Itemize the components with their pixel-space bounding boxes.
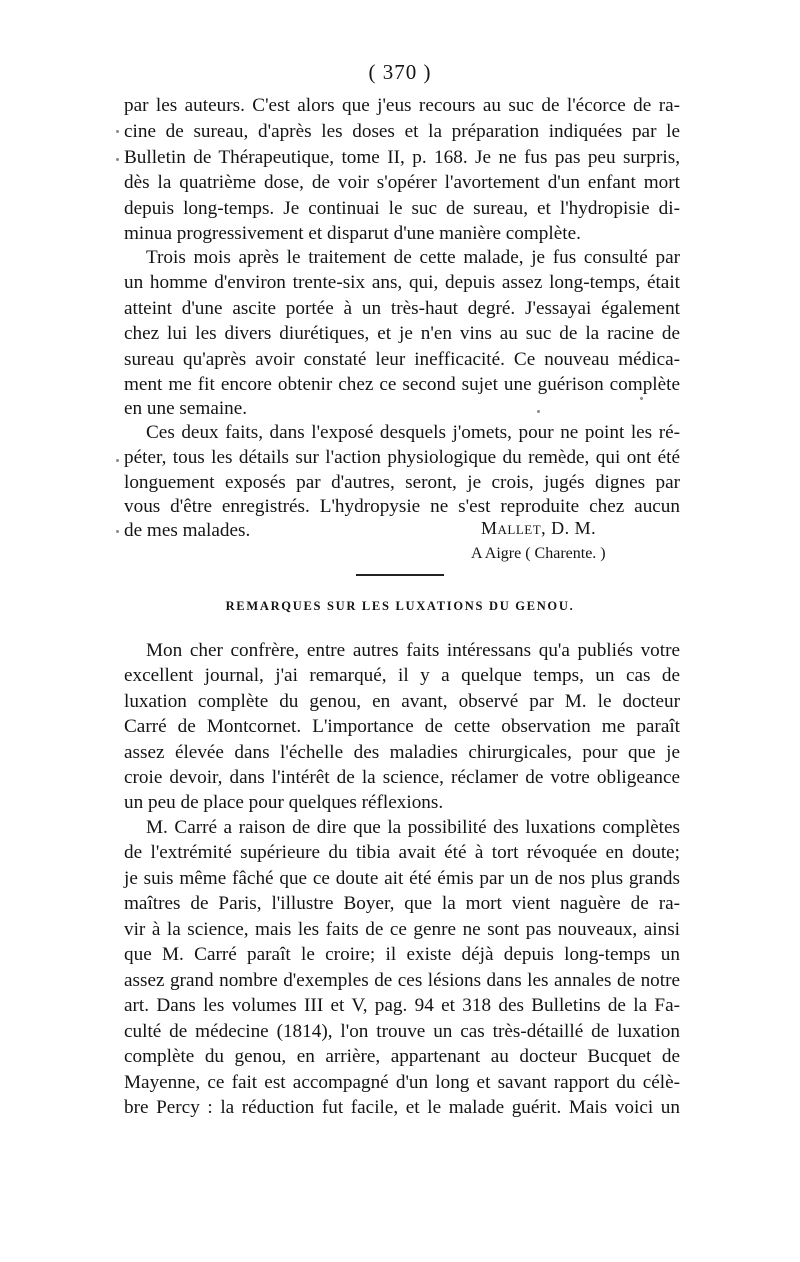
section-divider bbox=[356, 574, 444, 576]
page-number: ( 370 ) bbox=[368, 60, 432, 84]
section-heading: REMARQUES SUR LES LUXATIONS DU GENOU. bbox=[225, 599, 575, 613]
print-speck bbox=[116, 130, 119, 133]
text-line: Carré de Montcornet. L'importance de cette observation me paraît bbox=[124, 716, 680, 737]
text-line: Trois mois après le traitement de cette malade, je fus consulté par bbox=[146, 247, 680, 268]
text-line: excellent journal, j'ai remarqué, il y a quelque temps, un cas de bbox=[124, 665, 680, 686]
text-line: vous d'être enregistrés. L'hydropysie ne s'est reproduite chez aucun bbox=[124, 496, 680, 517]
text-line: sureau qu'après avoir constaté leur inefficacité. Ce nouveau médica- bbox=[124, 349, 680, 370]
text-line: maîtres de Paris, l'illustre Boyer, que la mort vient naguère de ra- bbox=[124, 893, 680, 914]
text-line: Bulletin de Thérapeutique, tome II, p. 168. Je ne fus pas peu surpris, bbox=[124, 147, 680, 168]
text-line: croie devoir, dans l'intérêt de la science, réclamer de votre obligeance bbox=[124, 767, 680, 788]
text-line: de l'extrémité supérieure du tibia avait été à tort révoquée en doute; bbox=[124, 842, 680, 863]
text-line: complète du genou, en arrière, appartenant au docteur Bucquet de bbox=[124, 1046, 680, 1067]
text-line: que M. Carré paraît le croire; il existe déjà depuis long-temps un bbox=[124, 944, 680, 965]
text-line: M. Carré a raison de dire que la possibilité des luxations complètes bbox=[146, 817, 680, 838]
print-speck bbox=[116, 158, 119, 161]
print-speck bbox=[640, 397, 643, 400]
author-signature: Mallet, D. M. bbox=[481, 518, 597, 538]
author-location: A Aigre ( Charente. ) bbox=[471, 545, 606, 562]
text-line: un peu de place pour quelques réflexions. bbox=[124, 792, 444, 813]
text-line: Ces deux faits, dans l'exposé desquels j'omets, pour ne point les ré- bbox=[146, 422, 680, 443]
text-line: cine de sureau, d'après les doses et la préparation indiquées par le bbox=[124, 121, 680, 142]
text-line: chez lui les divers diurétiques, et je n'en vins au suc de la racine de bbox=[124, 323, 680, 344]
text-line: minua progressivement et disparut d'une manière complète. bbox=[124, 223, 581, 244]
print-speck bbox=[116, 459, 119, 462]
text-line: Mon cher confrère, entre autres faits intéressans qu'a publiés votre bbox=[146, 640, 680, 661]
text-line: luxation complète du genou, en avant, observé par M. le docteur bbox=[124, 691, 680, 712]
text-line: Mayenne, ce fait est accompagné d'un long et savant rapport du célè- bbox=[124, 1072, 680, 1093]
text-line: ment me fit encore obtenir chez ce second sujet une guérison complète bbox=[124, 374, 680, 395]
text-line: art. Dans les volumes III et V, pag. 94 et 318 des Bulletins de la Fa- bbox=[124, 995, 680, 1016]
text-line: un homme d'environ trente-six ans, qui, depuis assez long-temps, était bbox=[124, 272, 680, 293]
text-line: assez grand nombre d'exemples de ces lésions dans les annales de notre bbox=[124, 970, 680, 991]
text-line: de mes malades. bbox=[124, 520, 251, 541]
text-line: péter, tous les détails sur l'action physiologique du remède, qui ont été bbox=[124, 447, 680, 468]
print-speck bbox=[537, 410, 540, 413]
text-line: atteint d'une ascite portée à un très-haut degré. J'essayai également bbox=[124, 298, 680, 319]
text-line: bre Percy : la réduction fut facile, et le malade guérit. Mais voici un bbox=[124, 1097, 680, 1118]
text-line: en une semaine. bbox=[124, 398, 248, 419]
text-line: vir à la science, mais les faits de ce genre ne sont pas nouveaux, ainsi bbox=[124, 919, 680, 940]
print-speck bbox=[116, 530, 119, 533]
text-line: dès la quatrième dose, de voir s'opérer l'avortement d'un enfant mort bbox=[124, 172, 680, 193]
text-line: par les auteurs. C'est alors que j'eus recours au suc de l'écorce de ra- bbox=[124, 95, 680, 116]
text-line: je suis même fâché que ce doute ait été émis par un de nos plus grands bbox=[124, 868, 680, 889]
text-line: longuement exposés par d'autres, seront, je crois, jugés dignes par bbox=[124, 472, 680, 493]
text-line: depuis long-temps. Je continuai le suc de sureau, et l'hydropisie di- bbox=[124, 198, 680, 219]
text-line: culté de médecine (1814), l'on trouve un cas très-détaillé de luxation bbox=[124, 1021, 680, 1042]
text-line: assez élevée dans l'échelle des maladies chirurgicales, pour que je bbox=[124, 742, 680, 763]
